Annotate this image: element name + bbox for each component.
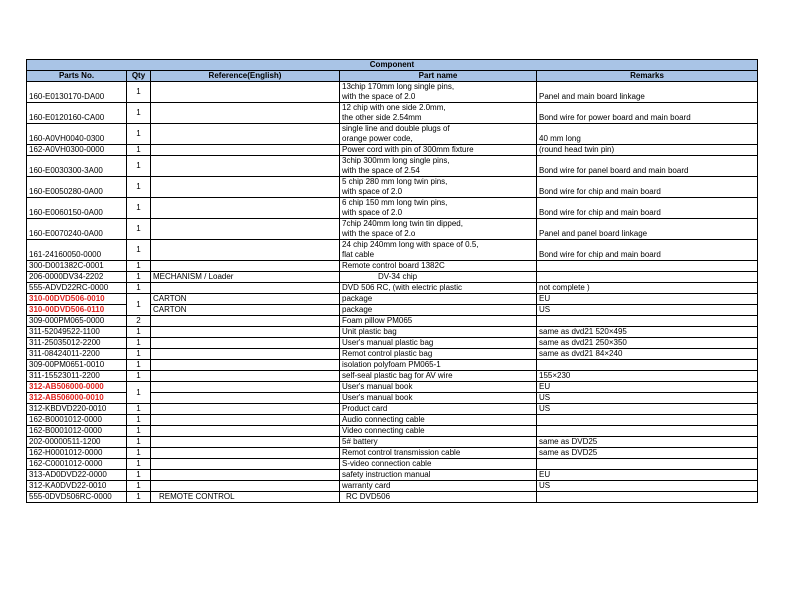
- reference-cell: [151, 470, 340, 481]
- remarks-cell: 40 mm long: [537, 124, 758, 145]
- table-row: [27, 404, 758, 415]
- part-name-line: Remot control transmission cable: [342, 448, 461, 457]
- part-name-cell: [340, 481, 537, 492]
- remarks-cell: US: [537, 305, 758, 316]
- reference-cell: [151, 124, 340, 145]
- part-name-cell: [340, 327, 537, 338]
- column-header-reference: Reference(English): [151, 71, 340, 82]
- remarks-cell: same as DVD25: [537, 448, 758, 459]
- part-name-line: Remote control board 1382C: [342, 261, 445, 270]
- column-header-parts-no: Parts No.: [27, 71, 127, 82]
- remarks-cell: Bond wire for panel board and main board: [537, 156, 758, 177]
- part-name-cell: [340, 103, 537, 124]
- qty-cell: 1: [127, 198, 151, 219]
- part-name-line: Audio connecting cable: [342, 415, 425, 424]
- part-name-cell: [340, 283, 537, 294]
- parts-no-cell: 162-A0VH0300-0000: [27, 145, 127, 156]
- table-row: [27, 492, 758, 503]
- part-name-cell: [340, 437, 537, 448]
- part-name-line: User's manual book: [342, 382, 413, 391]
- remarks-cell: [537, 415, 758, 426]
- qty-cell: 1: [127, 459, 151, 470]
- qty-cell: 1: [127, 283, 151, 294]
- parts-no-cell: 312-KA0DVD22-0010: [27, 481, 127, 492]
- component-table: [26, 59, 758, 503]
- remarks-cell: (round head twin pin): [537, 145, 758, 156]
- table-row: [27, 481, 758, 492]
- part-name-cell: [340, 448, 537, 459]
- parts-no-cell: 311-08424011-2200: [27, 349, 127, 360]
- parts-no-cell: 311-25035012-2200: [27, 338, 127, 349]
- reference-cell: [151, 415, 340, 426]
- qty-cell: 1: [127, 177, 151, 198]
- part-name-cell: [340, 382, 537, 393]
- part-name-line: Foam pillow PM065: [342, 316, 413, 325]
- reference-cell: [151, 261, 340, 272]
- part-name-cell: [340, 459, 537, 470]
- part-name-cell: [340, 145, 537, 156]
- part-name-line: DVD 506 RC, (with electric plastic: [342, 283, 463, 292]
- reference-cell: [151, 338, 340, 349]
- part-name-cell: [340, 338, 537, 349]
- table-row: [27, 437, 758, 448]
- part-name-line: 5# battery: [342, 437, 378, 446]
- table-row: [27, 371, 758, 382]
- part-name-line: orange power code,: [342, 134, 413, 143]
- part-name-line: single line and double plugs of: [342, 124, 450, 133]
- part-name-line: with space of 2.0: [342, 208, 403, 217]
- qty-cell: 1: [127, 82, 151, 103]
- qty-cell: 1: [127, 349, 151, 360]
- part-name-cell: [340, 316, 537, 327]
- remarks-cell: Bond wire for chip and main board: [537, 240, 758, 261]
- part-name-line: 7chip 240mm long twin tin dipped,: [342, 219, 463, 228]
- part-name-cell: [340, 177, 537, 198]
- part-name-cell: [340, 305, 537, 316]
- part-name-line: with space of 2.0: [342, 187, 403, 196]
- part-name-cell: [340, 404, 537, 415]
- parts-no-cell: 312-AB506000-0000: [27, 382, 127, 393]
- table-row: [27, 415, 758, 426]
- parts-no-cell: 310-00DVD506-0110: [27, 305, 127, 316]
- qty-cell: 1: [127, 219, 151, 240]
- part-name-line: 24 chip 240mm long with space of 0.5,: [342, 240, 479, 249]
- reference-cell: [151, 283, 340, 294]
- reference-cell: [151, 404, 340, 415]
- parts-no-cell: 206-0000DV34-2202: [27, 272, 127, 283]
- qty-cell: 1: [127, 156, 151, 177]
- part-name-line: the other side 2.54mm: [342, 113, 422, 122]
- part-name-cell: [340, 426, 537, 437]
- part-name-line: 12 chip with one side 2.0mm,: [342, 103, 446, 112]
- table-row: [27, 198, 758, 219]
- part-name-cell: [340, 240, 537, 261]
- part-name-line: with the space of 2.54: [342, 166, 420, 175]
- qty-cell: 2: [127, 316, 151, 327]
- part-name-cell: [340, 393, 537, 404]
- remarks-cell: same as dvd21 250×350: [537, 338, 758, 349]
- qty-cell: 1: [127, 448, 151, 459]
- parts-no-cell: 555-ADVD22RC-0000: [27, 283, 127, 294]
- remarks-cell: same as dvd21 84×240: [537, 349, 758, 360]
- qty-cell: 1: [127, 382, 151, 404]
- part-name-line: DV-34 chip: [378, 272, 418, 281]
- parts-no-cell: 160-E0120160-CA00: [27, 103, 127, 124]
- remarks-cell: Panel and main board linkage: [537, 82, 758, 103]
- table-row: [27, 82, 758, 103]
- table-row: [27, 240, 758, 261]
- remarks-cell: [537, 272, 758, 283]
- column-header-remarks: Remarks: [537, 71, 758, 82]
- parts-no-cell: 312-KBDVD220-0010: [27, 404, 127, 415]
- table-title: Component: [27, 60, 758, 71]
- qty-cell: 1: [127, 437, 151, 448]
- qty-cell: 1: [127, 481, 151, 492]
- reference-cell: [151, 82, 340, 103]
- remarks-cell: EU: [537, 294, 758, 305]
- parts-no-cell: 555-0DVD506RC-0000: [27, 492, 127, 503]
- column-header-qty: Qty: [127, 71, 151, 82]
- remarks-cell: Bond wire for power board and main board: [537, 103, 758, 124]
- remarks-cell: Bond wire for chip and main board: [537, 198, 758, 219]
- part-name-line: Video connecting cable: [342, 426, 425, 435]
- remarks-cell: same as dvd21 520×495: [537, 327, 758, 338]
- part-name-line: self-seal plastic bag for AV wire: [342, 371, 453, 380]
- qty-cell: 1: [127, 492, 151, 503]
- reference-cell: [151, 327, 340, 338]
- parts-no-cell: 312-AB506000-0010: [27, 393, 127, 404]
- remarks-cell: not complete ): [537, 283, 758, 294]
- part-name-cell: [340, 294, 537, 305]
- qty-cell: 1: [127, 327, 151, 338]
- table-row: [27, 294, 758, 305]
- remarks-cell: same as DVD25: [537, 437, 758, 448]
- part-name-cell: [340, 272, 537, 283]
- qty-cell: 1: [127, 240, 151, 261]
- parts-no-cell: 162-B0001012-0000: [27, 426, 127, 437]
- reference-cell: [151, 426, 340, 437]
- remarks-cell: EU: [537, 470, 758, 481]
- parts-no-cell: 160-E0060150-0A00: [27, 198, 127, 219]
- reference-cell: [151, 448, 340, 459]
- part-name-line: isolation polyfoam PM065-1: [342, 360, 441, 369]
- remarks-cell: [537, 360, 758, 371]
- parts-no-cell: 311-15523011-2200: [27, 371, 127, 382]
- part-name-line: package: [342, 305, 373, 314]
- table-row: [27, 470, 758, 481]
- table-row: [27, 219, 758, 240]
- qty-cell: 1: [127, 261, 151, 272]
- reference-cell: [151, 459, 340, 470]
- part-name-line: S-video connection cable: [342, 459, 432, 468]
- table-row: [27, 177, 758, 198]
- parts-no-cell: 309-000PM065-0000: [27, 316, 127, 327]
- remarks-cell: Bond wire for chip and main board: [537, 177, 758, 198]
- part-name-line: RC DVD506: [346, 492, 391, 501]
- remarks-cell: US: [537, 393, 758, 404]
- remarks-cell: [537, 316, 758, 327]
- qty-cell: 1: [127, 371, 151, 382]
- table-row: [27, 124, 758, 145]
- table-body: [27, 82, 758, 503]
- part-name-line: User's manual plastic bag: [342, 338, 434, 347]
- table-row: [27, 426, 758, 437]
- component-sheet: [26, 59, 758, 503]
- reference-cell: REMOTE CONTROL: [151, 492, 340, 503]
- parts-no-cell: 309-00PM0651-0010: [27, 360, 127, 371]
- remarks-cell: [537, 261, 758, 272]
- part-name-line: 3chip 300mm long single pins,: [342, 156, 450, 165]
- part-name-line: Remot control plastic bag: [342, 349, 433, 358]
- parts-no-cell: 162-C0001012-0000: [27, 459, 127, 470]
- part-name-cell: [340, 156, 537, 177]
- parts-no-cell: 313-AD0DVD22-0000: [27, 470, 127, 481]
- part-name-cell: [340, 261, 537, 272]
- parts-no-cell: 161-24160050-0000: [27, 240, 127, 261]
- part-name-cell: [340, 492, 537, 503]
- table-row: [27, 272, 758, 283]
- part-name-cell: [340, 360, 537, 371]
- parts-no-cell: 300-D001382C-0001: [27, 261, 127, 272]
- parts-no-cell: 162-B0001012-0000: [27, 415, 127, 426]
- qty-cell: 1: [127, 103, 151, 124]
- qty-cell: 1: [127, 426, 151, 437]
- table-row: [27, 360, 758, 371]
- reference-cell: [151, 349, 340, 360]
- remarks-cell: EU: [537, 382, 758, 393]
- parts-no-cell: 310-00DVD506-0010: [27, 294, 127, 305]
- remarks-cell: [537, 426, 758, 437]
- part-name-cell: [340, 219, 537, 240]
- reference-cell: MECHANISM / Loader: [151, 272, 340, 283]
- reference-cell: [151, 360, 340, 371]
- qty-cell: 1: [127, 360, 151, 371]
- table-row: [27, 382, 758, 393]
- remarks-cell: [537, 492, 758, 503]
- part-name-cell: [340, 470, 537, 481]
- parts-no-cell: 160-E0050280-0A00: [27, 177, 127, 198]
- remarks-cell: 155×230: [537, 371, 758, 382]
- part-name-line: Unit plastic bag: [342, 327, 397, 336]
- parts-no-cell: 162-H0001012-0000: [27, 448, 127, 459]
- qty-cell: 1: [127, 124, 151, 145]
- reference-cell: [151, 393, 340, 404]
- reference-cell: [151, 240, 340, 261]
- reference-cell: [151, 481, 340, 492]
- reference-cell: [151, 198, 340, 219]
- reference-cell: [151, 316, 340, 327]
- table-row: [27, 156, 758, 177]
- part-name-line: 6 chip 150 mm long twin pins,: [342, 198, 448, 207]
- reference-cell: CARTON: [151, 294, 340, 305]
- parts-no-cell: 160-E0030300-3A00: [27, 156, 127, 177]
- qty-cell: 1: [127, 470, 151, 481]
- part-name-cell: [340, 82, 537, 103]
- part-name-line: with the space of 2.o: [342, 229, 416, 238]
- qty-cell: 1: [127, 338, 151, 349]
- parts-no-cell: 160-E0070240-0A00: [27, 219, 127, 240]
- part-name-cell: [340, 124, 537, 145]
- part-name-cell: [340, 198, 537, 219]
- remarks-cell: US: [537, 404, 758, 415]
- part-name-line: Power cord with pin of 300mm fixture: [342, 145, 474, 154]
- part-name-line: package: [342, 294, 373, 303]
- reference-cell: [151, 437, 340, 448]
- remarks-cell: [537, 459, 758, 470]
- table-row: [27, 338, 758, 349]
- part-name-cell: [340, 371, 537, 382]
- table-row: [27, 145, 758, 156]
- qty-cell: 1: [127, 294, 151, 316]
- qty-cell: 1: [127, 404, 151, 415]
- part-name-cell: [340, 415, 537, 426]
- table-row: [27, 261, 758, 272]
- reference-cell: [151, 382, 340, 393]
- table-row: [27, 349, 758, 360]
- qty-cell: 1: [127, 272, 151, 283]
- parts-no-cell: 160-A0VH0040-0300: [27, 124, 127, 145]
- reference-cell: [151, 156, 340, 177]
- part-name-cell: [340, 349, 537, 360]
- part-name-line: warranty card: [342, 481, 391, 490]
- table-row: [27, 459, 758, 470]
- remarks-cell: US: [537, 481, 758, 492]
- part-name-line: flat cable: [342, 250, 375, 259]
- reference-cell: [151, 145, 340, 156]
- remarks-cell: Panel and panel board linkage: [537, 219, 758, 240]
- part-name-line: 5 chip 280 mm long twin pins,: [342, 177, 448, 186]
- part-name-line: User's manual book: [342, 393, 413, 402]
- parts-no-cell: 202-00000511-1200: [27, 437, 127, 448]
- qty-cell: 1: [127, 145, 151, 156]
- table-row: [27, 327, 758, 338]
- table-row: [27, 316, 758, 327]
- parts-no-cell: 311-52049522-1100: [27, 327, 127, 338]
- part-name-line: safety instruction manual: [342, 470, 431, 479]
- column-header-part-name: Part name: [340, 71, 537, 82]
- part-name-line: Product card: [342, 404, 388, 413]
- table-row: [27, 283, 758, 294]
- qty-cell: 1: [127, 415, 151, 426]
- reference-cell: [151, 371, 340, 382]
- reference-cell: [151, 219, 340, 240]
- part-name-line: with the space of 2.0: [342, 92, 416, 101]
- part-name-line: 13chip 170mm long single pins,: [342, 82, 455, 91]
- table-row: [27, 448, 758, 459]
- reference-cell: [151, 177, 340, 198]
- reference-cell: [151, 103, 340, 124]
- table-row: [27, 103, 758, 124]
- parts-no-cell: 160-E0130170-DA00: [27, 82, 127, 103]
- reference-cell: CARTON: [151, 305, 340, 316]
